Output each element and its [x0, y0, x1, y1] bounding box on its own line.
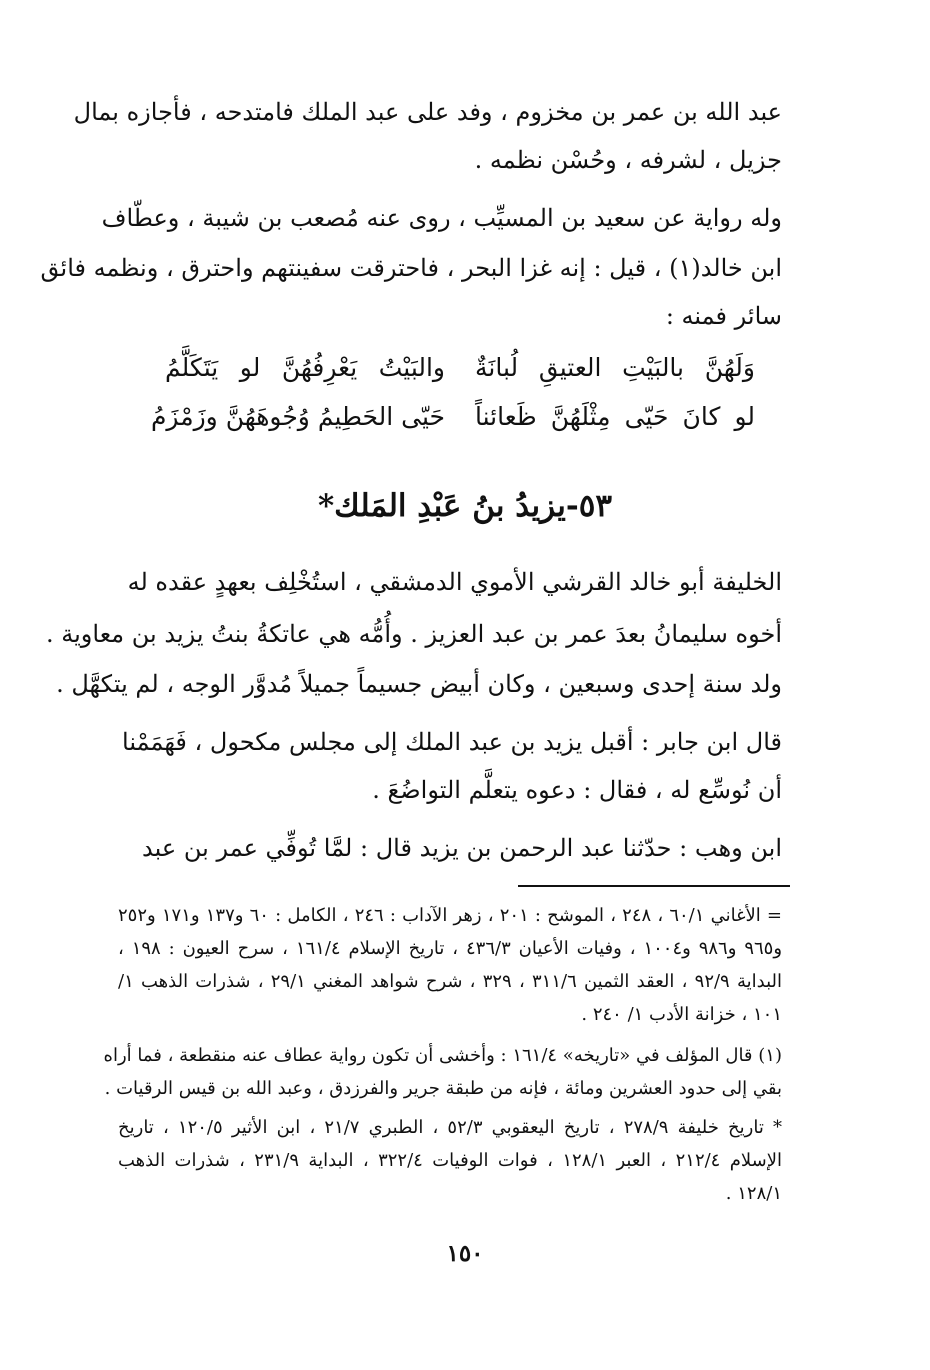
- footnote-line: ١٠١ ، خزانة الأدب ١/ ٢٤٠ .: [581, 1004, 782, 1025]
- footnote-separator: [518, 885, 790, 887]
- verse-second-hemistich: والبَيْتُ يَعْرِفُهُنَّ لو يَتَكَلَّمُ: [165, 353, 445, 382]
- body-line: ابن خالد(١) ، قيل : إنه غزا البحر ، فاحترقت سفينتهم واحترق ، ونظمه فائق: [40, 254, 782, 282]
- footnote-line: البداية ٩٢/٩ ، العقد الثمين ٣١١/٦ ، ٣٢٩ ، شرح شواهد المغني ٢٩/١ ، شذرات الذهب ١/: [118, 971, 782, 992]
- footnote-line: (١) قال المؤلف في «تاريخه» ١٦١/٤ : وأخشى أن تكون رواية عطاف عنه منقطعة ، فما أراه: [103, 1045, 782, 1066]
- verse-line: [150, 402, 755, 446]
- body-line: الخليفة أبو خالد القرشي الأموي الدمشقي ، استُخْلِف بعهدٍ عقده له: [127, 568, 782, 596]
- body-line: سائر فمنه :: [665, 302, 782, 330]
- footnote-line: = الأغاني ٦٠/١ ، ٢٤٨ ، الموشح : ٢٠١ ، زهر الآداب : ٢٤٦ ، الكامل : ٦٠ و١٣٧ و١٧١ و٢٥٢: [118, 905, 782, 926]
- footnote-line: بقي إلى حدود العشرين ومائة ، فإنه من طبقة جرير والفرزدق ، وعبد الله بن قيس الرقيات .: [104, 1078, 782, 1099]
- footnote-line: * تاريخ خليفة ٢٧٨/٩ ، تاريخ اليعقوبي ٥٢/٣ ، الطبري ٢١/٧ ، ابن الأثير ١٢٠/٥ ، تاريخ: [118, 1117, 782, 1138]
- body-line: جزيل ، لشرفه ، وحُسْن نظمه .: [474, 146, 782, 174]
- verse-second-hemistich: حَيّى الحَطِيمُ وُجُوهَهُنَّ وزَمْزَمُ: [150, 402, 445, 431]
- body-line: عبد الله بن عمر بن مخزوم ، وفد على عبد الملك فامتدحه ، فأجازه بمال: [73, 98, 782, 126]
- body-line: أن نُوسِّع له ، فقال : دعوه يتعلَّم التواضُعَ .: [372, 776, 782, 804]
- body-line: قال ابن جابر : أقبل يزيد بن عبد الملك إلى مجلس مكحول ، فَهَمَمْنا: [122, 728, 782, 756]
- verse-first-hemistich: لو كانَ حَيّى مِثْلَهُنَّ ظَعائناً: [475, 402, 755, 431]
- body-line: ابن وهب : حدّثنا عبد الرحمن بن يزيد قال : لمَّا تُوفِّي عمر بن عبد: [142, 834, 782, 862]
- footnote-line: و٩٦٥ و٩٨٦ و١٠٠٤ ، وفيات الأعيان ٤٣٦/٣ ، تاريخ الإسلام ١٦١/٤ ، سرح العيون : ١٩٨ ،: [118, 938, 783, 959]
- page-number: ١٥٠: [446, 1240, 484, 1267]
- body-line: أخوه سليمانُ بعدَ عمر بن عبد العزيز . وأُمُّه هي عاتكةُ بنتُ يزيد بن معاوية .: [46, 620, 782, 648]
- verse-line: [165, 353, 755, 397]
- verse-first-hemistich: وَلَهُنَّ بالبَيْتِ العتيقِ لُبانَةٌ: [475, 353, 755, 382]
- footnote-line: الإسلام ٢١٢/٤ ، العبر ١٢٨/١ ، فوات الوفيات ٣٢٢/٤ ، البداية ٢٣١/٩ ، شذرات الذهب: [118, 1150, 782, 1171]
- footnote-line: ١٢٨/١ .: [725, 1183, 782, 1204]
- body-line: ولد سنة إحدى وسبعين ، وكان أبيض جسيماً جميلاً مُدوَّر الوجه ، لم يتكهَّل .: [56, 670, 782, 698]
- section-heading: ٥٣-يزيدُ بنُ عَبْدِ المَلك*: [317, 488, 613, 524]
- body-line: وله رواية عن سعيد بن المسيِّب ، روى عنه مُصعب بن شيبة ، وعطّاف: [101, 204, 782, 232]
